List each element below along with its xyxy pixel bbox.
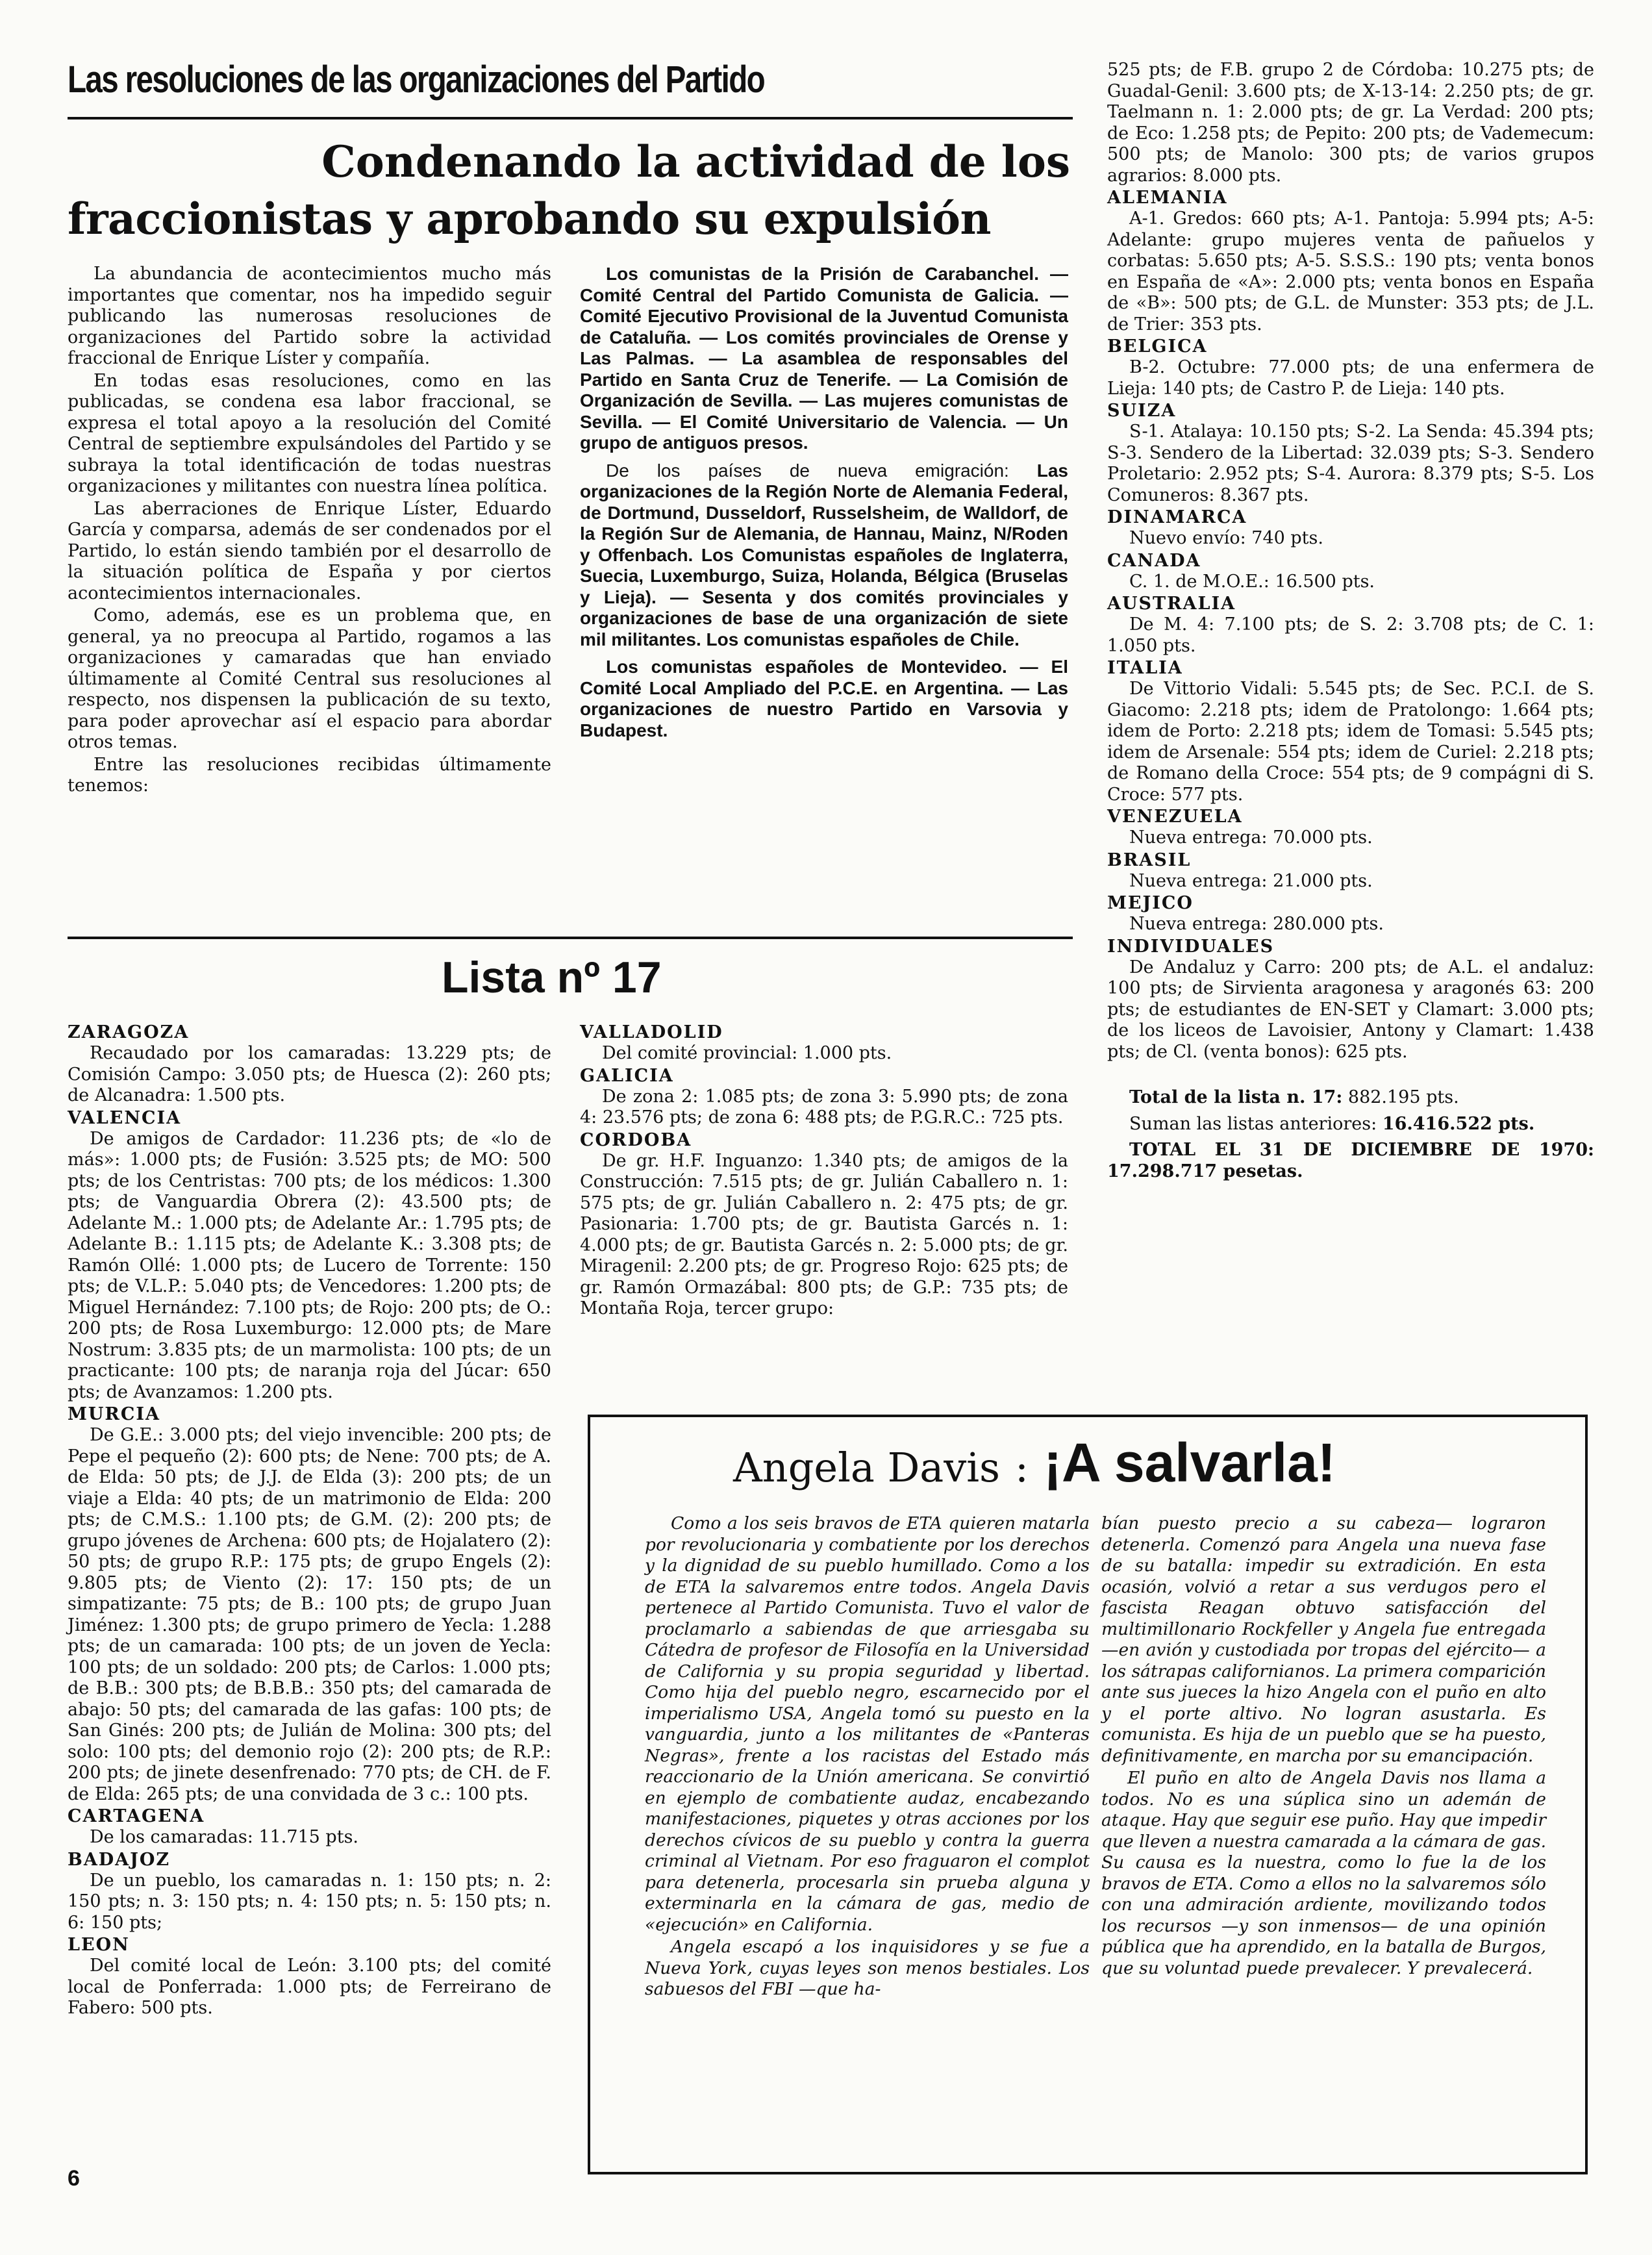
- section-heading: CANADA: [1107, 550, 1201, 571]
- section-entries: De un pueblo, los camaradas n. 1: 150 pts; n. 2: 150 pts; n. 3: 150 pts; n. 4: 150 pts; n. 5: 150 pts; n. 6: 150 pts;: [68, 1870, 551, 1933]
- section-heading: DINAMARCA: [1107, 507, 1247, 527]
- resolutions-lead: De los países de nueva emigración:: [606, 460, 1009, 481]
- section-entries: De M. 4: 7.100 pts; de S. 2: 3.708 pts; de C. 1: 1.050 pts.: [1107, 614, 1594, 656]
- resolutions-list: Las organizaciones de la Región Norte de Alemania Federal, de Dortmund, Dusseldorf, Russelsheim, de Walldorf, de la Región Sur de Alemania, de Hannau, Mainz, N/Roden y Offenbach. Los Comunistas españoles de Inglaterra, Suecia, Luxemburgo, Suiza, Holanda, Bélgica (Bruselas y Lieja). — Sesenta y dos comités provinciales y organizaciones de base de una organización de siete mil militantes. Los comunistas españoles de Chile.: [580, 460, 1068, 649]
- angela-name: Angela Davis: [733, 1444, 1000, 1491]
- angela-title: [733, 1430, 1577, 1511]
- section-entries: A-1. Gredos: 660 pts; A-1. Pantoja: 5.994 pts; A-5: Adelante: grupo mujeres venta de pañuelos y corbatas: 5.650 pts; A-5. S.S.S.: 190 pts; venta bonos en España de «A»: 2.000 pts; venta bonos en España de «B»: 500 pts; de G.L. de Munster: 353 pts; de J.L. de Trier: 353 pts.: [1107, 208, 1594, 334]
- section-entries: Del comité provincial: 1.000 pts.: [602, 1043, 892, 1063]
- intro-paragraph: La abundancia de acontecimientos mucho más importantes que comentar, nos ha impedido seguir publicando las numerosas resoluciones de organizaciones del Partido sobre la actividad fraccional de Enrique Líster y compañía.: [68, 264, 551, 368]
- section-heading: LEON: [68, 1935, 130, 1955]
- section-heading: BADAJOZ: [68, 1849, 171, 1870]
- headline: [68, 133, 1073, 247]
- grand-total-line: [1107, 1140, 1594, 1182]
- angela-paragraph: Como a los seis bravos de ETA quieren matarla por revolucionaria y combatiente por los derechos y la dignidad de su pueblo humillado. Como a los de ETA la salvaremos entre todos. Angela Davis pertenece al Partido Comunista. Tuvo el valor de proclamarlo a sabiendas de que arriesgaba su Cátedra de profesor de Filosofía en la Universidad de California y su propia seguridad y libertad. Como hija del pueblo negro, escarnecido por el imperialismo USA, Angela tomó su puesto en la vanguardia, junto a los militantes de «Panteras Negras», frente a los racistas del Estado más reaccionario de la Unión americana. Se convirtió en ejemplo de combatiente audaz, encabezando manifestaciones, piquetes y otras acciones por los derechos cívicos de su pueblo y contra la guerra criminal al Vietnam. Por eso fraguaron el complot para detenerla, procesarla sin prueba alguna y exterminarla en la cámara de gas, medio de «ejecución» en California.: [645, 1513, 1090, 1935]
- previous-label: Suman las listas anteriores:: [1129, 1113, 1377, 1134]
- angela-colon: :: [1015, 1444, 1029, 1491]
- kicker-underline: [68, 117, 1073, 120]
- right-column: [1107, 60, 1594, 1182]
- previous-value: 16.416.522 pts.: [1382, 1113, 1535, 1134]
- section-entries: De G.E.: 3.000 pts; del viejo invencible: 200 pts; de Pepe el pequeño (2): 600 pts; de Nene: 700 pts; de A. de Elda: 50 pts; de J.J. de Elda (3): 200 pts; de un viaje a Elda: 40 pts; de un matrimonio de Elda: 200 pts; de C.M.S.: 1.100 pts; de G.M. (2): 200 pts; de grupo jóvenes de Archena: 600 pts; de Hojalatero (2): 50 pts; de grupo R.P.: 175 pts; de grupo Engels (2): 9.805 pts; de Viento (2): 17: 150 pts; de un simpatizante: 75 pts; de B.: 100 pts; de grupo Juan Jiménez: 1.300 pts; de grupo primero de Yecla: 1.288 pts; de un camarada: 100 pts; de un joven de Yecla: 100 pts; de un soldado: 200 pts; de Carlos: 1.000 pts; de B.B.: 300 pts; de B.B.B.: 350 pts; del camarada de abajo: 50 pts; del camarada de las gafas: 100 pts; de San Ginés: 200 pts; de Julián de Molina: 300 pts; del solo: 100 pts; del demonio rojo (2): 200 pts; de R.P.: 200 pts; de jinete desenfrenado: 770 pts; de CH. de F. de Elda: 265 pts; de una convidada de 3 c.: 100 pts.: [68, 1425, 551, 1804]
- section-entries: De zona 2: 1.085 pts; de zona 3: 5.990 pts; de zona 4: 23.576 pts; de zona 6: 488 pts; de P.G.R.C.: 725 pts.: [580, 1086, 1068, 1128]
- section-heading: ITALIA: [1107, 658, 1183, 678]
- headline-line-1: Condenando la actividad de los: [321, 136, 1070, 187]
- section-heading: GALICIA: [580, 1065, 674, 1086]
- section-heading: SUIZA: [1107, 401, 1177, 421]
- lista-left-sections: [68, 1022, 551, 2019]
- grand-total-label: TOTAL EL 31 DE DICIEMBRE DE 1970:: [1129, 1140, 1594, 1160]
- section-entries: De los camaradas: 11.715 pts.: [90, 1827, 359, 1847]
- resolutions-paragraph: Los comunistas de la Prisión de Carabanchel. — Comité Central del Partido Comunista de Galicia. — Comité Ejecutivo Provisional de la Juventud Comunista de Cataluña. — Los comités provinciales de Orense y Las Palmas. — La asamblea de responsables del Partido en Santa Cruz de Tenerife. — La Comisión de Organización de Sevilla. — Las mujeres comunistas de Sevilla. — El Comité Universitario de Valencia. — Un grupo de antiguos presos.: [580, 264, 1068, 453]
- angela-paragraph: El puño en alto de Angela Davis nos llama a todos. No es una súplica sino un ademán de ataque. Hay que seguir ese puño. Hay que impedir que lleven a nuestra camarada a la cámara de gas. Su causa es la nuestra, como lo fue la de los bravos de ETA. Como a ellos no la salvaremos sólo con una admiración ardiente, movilizando todos los recursos —y son inmensos— de una opinión pública que ha aprendido, en la batalla de Burgos, que su voluntad puede prevalecer. Y prevalecerá.: [1101, 1768, 1546, 1978]
- section-entries: De Andaluz y Carro: 200 pts; de A.L. el andaluz: 100 pts; de Sirvienta aragonesa y aragonés 63: 200 pts; de estudiantes de EN-SET y Clamart: 3.000 pts; de los liceos de Lavoisier, Antony y Clamart: 1.438 pts; de Cl. (venta bonos): 625 pts.: [1107, 957, 1594, 1062]
- intro-paragraph: Como, además, ese es un problema que, en general, ya no preocupa al Partido, rogamos a las organizaciones y camaradas que han enviado últimamente al Comité Central sus resoluciones al respecto, nos dispensen la publicación de su texto, para poder aprovechar así el espacio para abordar otros temas.: [68, 605, 551, 752]
- section-entries: De gr. H.F. Inguanzo: 1.340 pts; de amigos de la Construcción: 7.515 pts; de gr. Julián Caballero n. 1: 575 pts; de gr. Julián Caballero n. 2: 475 pts; de gr. Pasionaria: 1.700 pts; de gr. Bautista Garcés n. 1: 4.000 pts; de gr. Bautista Garcés n. 2: 5.000 pts; de gr. Miragenil: 2.200 pts; de gr. Progreso Rojo: 625 pts; de gr. Ramón Ormazábal: 800 pts; de G.P.: 735 pts; de Montaña Roja, tercer grupo:: [580, 1150, 1068, 1318]
- angela-left-column: [645, 1513, 1090, 2000]
- continuation-text: 525 pts; de F.B. grupo 2 de Córdoba: 10.275 pts; de Guadal-Genil: 3.600 pts; de X-13-14: 2.250 pts; de gr. Taelmann n. 1: 2.000 pts; de gr. La Verdad: 200 pts; de Eco: 1.258 pts; de Pepito: 200 pts; de Vademecum: 500 pts; de Manolo: 300 pts; de varios grupos agrarios: 8.000 pts.: [1107, 60, 1594, 186]
- section-heading: VALLADOLID: [580, 1022, 723, 1042]
- total-value: 882.195 pts.: [1347, 1087, 1459, 1107]
- section-divider: [68, 937, 1073, 939]
- section-heading: BELGICA: [1107, 336, 1208, 357]
- intro-paragraph: En todas esas resoluciones, como en las publicadas, se condena esa labor fraccional, se expresa el total apoyo a la resolución del Comité Central de septiembre expulsándoles del Partido y se subraya la total identificación de todas nuestras organizaciones y militantes con nuestra línea política.: [68, 370, 551, 496]
- section-heading: INDIVIDUALES: [1107, 936, 1275, 957]
- section-heading: VENEZUELA: [1107, 807, 1243, 827]
- section-heading: VALENCIA: [68, 1107, 182, 1128]
- resolutions-column: [580, 264, 1068, 741]
- section-entries: De Vittorio Vidali: 5.545 pts; de Sec. P.C.I. de S. Giacomo: 2.218 pts; idem de Pratolongo: 1.664 pts; idem de Porto: 2.218 pts; idem de Tomasi: 5.545 pts; idem de Arsenale: 554 pts; idem de Curiel: 2.218 pts; de Romano della Croce: 554 pts; de 9 compágni di S. Croce: 577 pts.: [1107, 679, 1594, 805]
- total-label: Total de la lista n. 17:: [1129, 1087, 1343, 1107]
- intro-paragraph: Las aberraciones de Enrique Líster, Eduardo García y comparsa, además de ser condenados por el Partido, lo están siendo también por el desarrollo de la situación política de España y por ciertos acontecimientos internacionales.: [68, 498, 551, 603]
- page-number: 6: [68, 2166, 80, 2191]
- resolutions-paragraph: [580, 460, 1068, 651]
- resolutions-paragraph: Los comunistas españoles de Montevideo. — El Comité Local Ampliado del P.C.E. en Argentina. — Las organizaciones de nuestro Partido en Varsovia y Budapest.: [580, 657, 1068, 740]
- section-heading: ZARAGOZA: [68, 1022, 190, 1042]
- section-entries: C. 1. de M.O.E.: 16.500 pts.: [1129, 571, 1375, 592]
- section-heading: MEJICO: [1107, 893, 1194, 913]
- section-heading: ALEMANIA: [1107, 188, 1228, 208]
- previous-line: [1107, 1114, 1594, 1135]
- section-heading: CARTAGENA: [68, 1806, 205, 1826]
- kicker-title: Las resoluciones de las organizaciones del Partido: [68, 58, 765, 101]
- section-entries: Nueva entrega: 21.000 pts.: [1129, 870, 1373, 891]
- angela-paragraph: bían puesto precio a su cabeza— lograron detenerla. Comenzó para Angela una nueva fase de su batalla: impedir su extradición. En esta ocasión, volvió a retar a sus verdugos pero el fascista Reagan obtuvo satisfacción del multimillonario Rockfeller y Angela fue entregada —en avión y custodiada por tropas del ejército— a los sátrapas californianos. La primera comparición ante sus jueces la hizo Angela con el puño en alto y el porte altivo. No logran asustarla. Es comunista. Es hija de un pueblo que se ha puesto, definitivamente, en marcha por su emancipación.: [1101, 1513, 1546, 1766]
- section-entries: Nueva entrega: 70.000 pts.: [1129, 827, 1373, 848]
- section-entries: Del comité local de León: 3.100 pts; del comité local de Ponferrada: 1.000 pts; de Ferreirano de Fabero: 500 pts.: [68, 1956, 551, 2018]
- section-heading: BRASIL: [1107, 850, 1192, 870]
- lista-title: Lista nº 17: [442, 953, 662, 1002]
- angela-slogan: ¡A salvarla!: [1044, 1432, 1336, 1493]
- section-entries: Nueva entrega: 280.000 pts.: [1129, 914, 1384, 934]
- section-heading: AUSTRALIA: [1107, 594, 1236, 614]
- grand-total-value: 17.298.717 pesetas.: [1107, 1161, 1303, 1181]
- section-heading: MURCIA: [68, 1404, 160, 1424]
- section-entries: Recaudado por los camaradas: 13.229 pts; de Comisión Campo: 3.050 pts; de Huesca (2): 260 pts; de Alcanadra: 1.500 pts.: [68, 1043, 551, 1105]
- intro-paragraph: Entre las resoluciones recibidas últimamente tenemos:: [68, 754, 551, 796]
- headline-line-2: fraccionistas y aprobando su expulsión: [68, 194, 991, 244]
- intro-column: [68, 264, 551, 797]
- total-line: [1107, 1087, 1594, 1109]
- section-entries: B-2. Octubre: 77.000 pts; de una enfermera de Lieja: 140 pts; de Castro P. de Lieja: 140 pts.: [1107, 357, 1594, 399]
- section-entries: S-1. Atalaya: 10.150 pts; S-2. La Senda: 45.394 pts; S-3. Sendero de la Libertad: 32.039 pts; S-3. Sendero Proletario: 2.952 pts; S-4. Aurora: 8.379 pts; S-5. Los Comuneros: 8.367 pts.: [1107, 422, 1594, 505]
- lista-middle-sections: [580, 1022, 1068, 1320]
- section-entries: De amigos de Cardador: 11.236 pts; de «lo de más»: 1.000 pts; de Fusión: 3.525 pts; de MO: 500 pts; de los Centristas: 700 pts; de los médicos: 1.300 pts; de Vanguardia Obrera (2): 43.500 pts; de Adelante M.: 1.000 pts; de Adelante Ar.: 1.795 pts; de Adelante B.: 1.115 pts; de Adelante K.: 3.308 pts; de Ramón Ollé: 1.000 pts; de Lucero de Torrente: 150 pts; de V.L.P.: 5.040 pts; de Vencedores: 1.200 pts; de Miguel Hernández: 7.100 pts; de Rojo: 200 pts; de O.: 200 pts; de Rosa Luxemburgo: 12.000 pts; de Mare Nostrum: 3.835 pts; de un marmolista: 100 pts; de un practicante: 100 pts; de naranja roja del Júcar: 650 pts; de Avanzamos: 1.200 pts.: [68, 1128, 551, 1402]
- lista-middle-column: [580, 1021, 1068, 1320]
- angela-box: [588, 1415, 1588, 2174]
- lista-left-column: [68, 1021, 551, 2019]
- angela-paragraph: Angela escapó a los inquisidores y se fue a Nueva York, cuyas leyes son menos bestiales. Los sabuesos del FBI —que ha-: [645, 1937, 1090, 1999]
- section-heading: CORDOBA: [580, 1129, 692, 1150]
- angela-right-column: [1101, 1513, 1546, 1979]
- right-sections: [1107, 188, 1594, 1063]
- section-entries: Nuevo envío: 740 pts.: [1129, 528, 1323, 548]
